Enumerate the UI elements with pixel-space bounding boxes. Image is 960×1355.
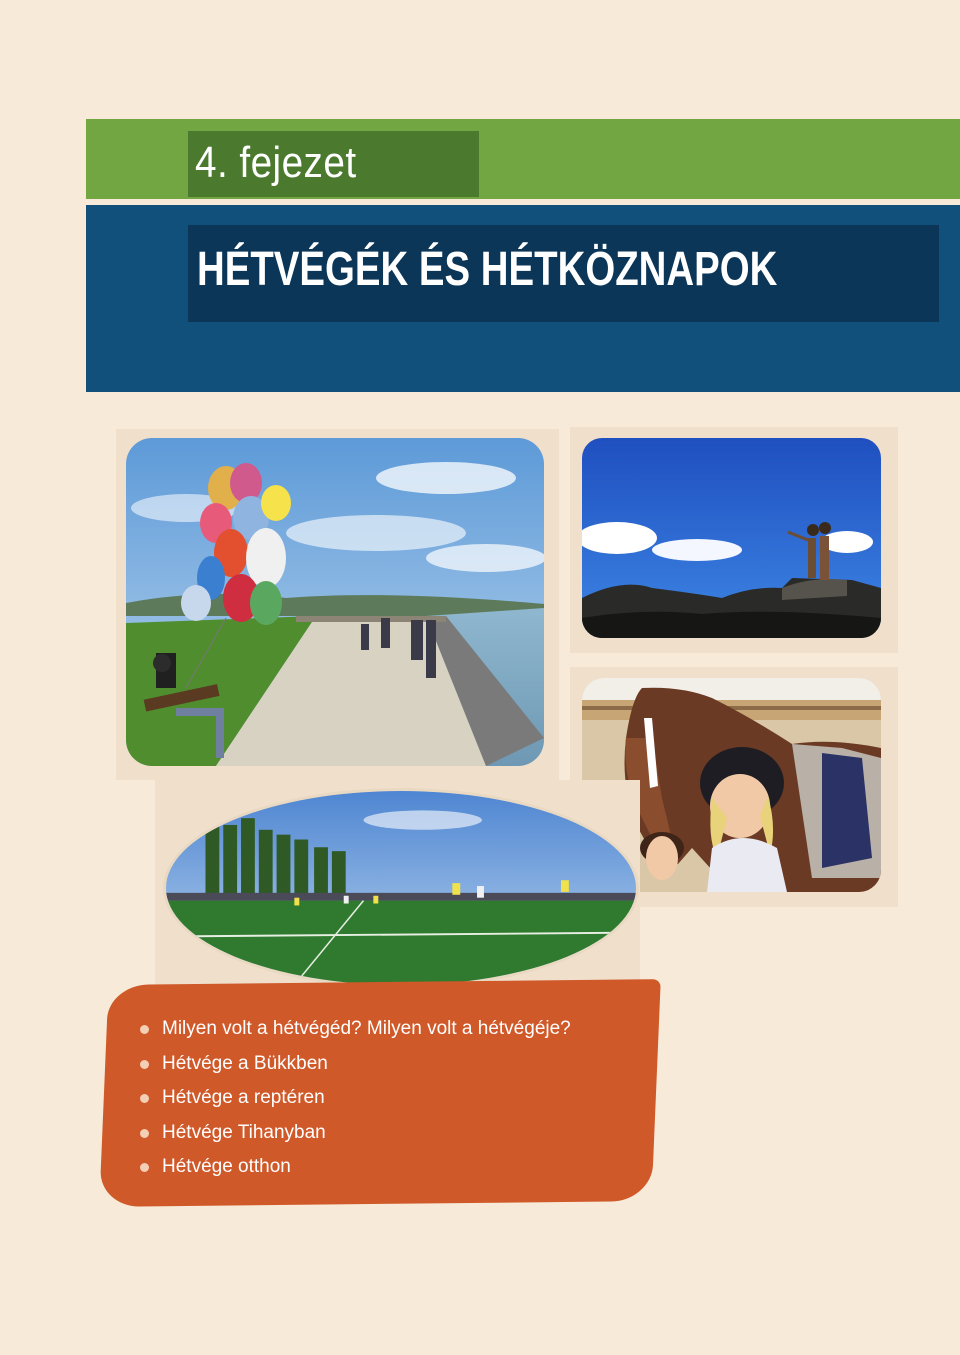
topic-text: Hétvége otthon [162,1156,291,1177]
photo-couple-on-rocks [582,438,881,638]
topic-text: Hétvége a Bükkben [162,1052,328,1074]
bullet-icon [140,1094,149,1103]
bullet-icon [140,1025,149,1034]
topic-text: Hétvége a reptéren [162,1087,325,1108]
topic-text: Milyen volt a hétvégéd? Milyen volt a hétvégéje? [162,1018,571,1039]
topics-list [140,1017,571,1190]
photo-promenade-balloons [126,438,544,766]
photo-football-field [163,788,639,988]
chapter-label: 4. fejezet [195,138,357,187]
page-title: HÉTVÉGÉK ÉS HÉTKÖZNAPOK [197,243,778,296]
bullet-icon [140,1060,149,1069]
topic-text: Hétvége Tihanyban [162,1121,326,1143]
list-item [140,1121,571,1156]
list-item [140,1017,571,1052]
list-item [140,1052,571,1087]
list-item [140,1086,571,1121]
bullet-icon [140,1129,149,1138]
list-item [140,1155,571,1190]
bullet-icon [140,1163,149,1172]
